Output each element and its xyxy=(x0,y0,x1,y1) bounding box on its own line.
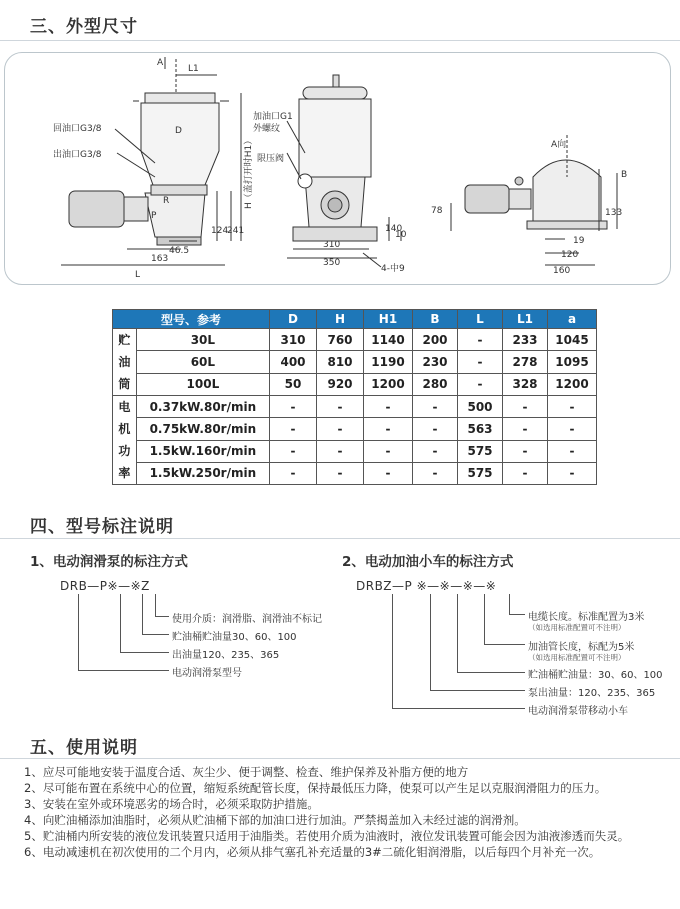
list-item: 4、向贮油桶添加油脂时，必须从贮油桶下部的加油口进行加油。严禁揭盖加入未经过滤的润滑剂。 xyxy=(24,813,526,827)
label-relief-valve: 限压阀 xyxy=(257,154,285,164)
row-name: 1.5kW.250r/min xyxy=(136,462,269,484)
label-return-port: 回油口G3/8 xyxy=(53,124,102,134)
header-H1: H1 xyxy=(364,310,413,329)
cart-note-model: 电动润滑泵带移动小车 xyxy=(528,706,628,717)
svg-text:B: B xyxy=(621,170,628,180)
pump-note-model: 电动润滑泵型号 xyxy=(172,668,242,679)
svg-text:163: 163 xyxy=(151,254,169,264)
cart-notation-title: 2、电动加油小车的标注方式 xyxy=(342,554,514,570)
header-L: L xyxy=(458,310,503,329)
row-name: 0.75kW.80r/min xyxy=(136,418,269,440)
table-header-row xyxy=(113,310,597,329)
label-A: A xyxy=(157,58,164,68)
header-B: B xyxy=(413,310,458,329)
row-name: 0.37kW.80r/min xyxy=(136,396,269,418)
svg-text:241: 241 xyxy=(227,226,245,236)
svg-text:46.5: 46.5 xyxy=(169,246,190,256)
section-title-usage: 五、使用说明 xyxy=(30,738,138,758)
section-divider xyxy=(0,758,680,759)
dimension-drawing-frame xyxy=(4,52,671,285)
svg-text:140: 140 xyxy=(385,224,403,234)
svg-text:L: L xyxy=(135,270,141,280)
cart-note-cable: 电缆长度。标准配置为3米 xyxy=(528,612,645,623)
table-row: 100L 50 920 1200 280 - 328 1200 xyxy=(113,373,597,395)
group-label-motor: 电 机 功 率 xyxy=(113,396,137,485)
header-model: 型号、参考 xyxy=(113,310,270,329)
usage-list xyxy=(24,764,674,860)
group-label-barrel: 贮 油 筒 xyxy=(113,329,137,396)
cart-code: DRBZ—P ※—※—※—※ xyxy=(356,579,497,593)
lid-shape xyxy=(145,93,215,103)
motor-shape xyxy=(69,191,124,227)
pump-note-output: 出油量120、235、365 xyxy=(172,650,280,661)
pump-note-medium: 使用介质：润滑脂、润滑油不标记 xyxy=(172,614,322,625)
svg-text:P: P xyxy=(151,211,157,221)
svg-text:L1: L1 xyxy=(188,64,199,74)
svg-text:310: 310 xyxy=(323,240,341,250)
table-row: 贮 油 筒 30L 310 760 1140 200 - 233 1045 xyxy=(113,329,597,351)
list-item: 2、尽可能布置在系统中心的位置，缩短系统配管长度，保持最低压力降，使泵可以产生足以克服润滑阻力的压力。 xyxy=(24,781,607,795)
label-fill-port: 加油口G1 xyxy=(253,112,293,122)
barrel-shape xyxy=(141,103,219,185)
label-outlet-port: 出油口G3/8 xyxy=(53,150,102,160)
table-row: 电 机 功 率 0.37kW.80r/min - - - - 500 - - xyxy=(113,396,597,418)
header-H: H xyxy=(317,310,364,329)
svg-text:78: 78 xyxy=(431,206,443,216)
svg-text:10: 10 xyxy=(395,230,407,240)
list-item: 1、应尽可能地安装于温度合适、灰尘少、便于调整、检查、维护保养及补脂方便的地方 xyxy=(24,765,469,779)
section-divider xyxy=(0,40,680,41)
table-row: 60L 400 810 1190 230 - 278 1095 xyxy=(113,351,597,373)
svg-text:124: 124 xyxy=(211,226,229,236)
svg-text:160: 160 xyxy=(553,266,571,276)
cart-note-output: 泵出油量：120、235、365 xyxy=(528,688,656,699)
svg-text:R: R xyxy=(163,196,170,206)
pump-notation-title: 1、电动润滑泵的标注方式 xyxy=(30,554,188,570)
svg-text:D: D xyxy=(175,126,182,136)
section-title-model-notation: 四、型号标注说明 xyxy=(30,517,174,537)
pump-note-capacity: 贮油桶贮油量30、60、100 xyxy=(172,632,297,643)
list-item: 3、安装在室外或环境恶劣的场合时，必须采取防护措施。 xyxy=(24,797,319,811)
row-name: 30L xyxy=(136,329,269,351)
pump-code: DRB—P※—※Z xyxy=(60,579,150,593)
cart-note-hose: 加油管长度，标配为5米 xyxy=(528,642,635,653)
row-name: 1.5kW.160r/min xyxy=(136,440,269,462)
header-D: D xyxy=(270,310,317,329)
header-L1: L1 xyxy=(503,310,548,329)
row-name: 100L xyxy=(136,373,269,395)
svg-text:19: 19 xyxy=(573,236,585,246)
spec-table xyxy=(112,309,597,485)
svg-text:133: 133 xyxy=(605,208,623,218)
list-item: 6、电动减速机在初次使用的二个月内，必须从排气塞孔补充适量的3#二硫化钼润滑脂，以后每四个月补充一次。 xyxy=(24,845,601,859)
section-title-dimensions: 三、外型尺寸 xyxy=(30,17,138,37)
section-divider xyxy=(0,538,680,539)
svg-text:外螺纹: 外螺纹 xyxy=(253,124,281,134)
dimension-drawing xyxy=(5,53,672,286)
svg-text:120: 120 xyxy=(561,250,579,260)
cart-note-capacity: 贮油桶贮油量：30、60、100 xyxy=(528,670,663,681)
svg-text:350: 350 xyxy=(323,258,341,268)
table-row: 1.5kW.160r/min - - - - 575 - - xyxy=(113,440,597,462)
row-name: 60L xyxy=(136,351,269,373)
label-A-view: A向 xyxy=(551,140,567,150)
label-H: H（盖打开时H1） xyxy=(244,135,254,209)
header-a: a xyxy=(548,310,597,329)
list-item: 5、贮油桶内所安装的液位发讯装置只适用于油脂类。若使用介质为油液时，液位发讯装置可能会因为油液渗透而失灵。 xyxy=(24,829,630,843)
table-row: 1.5kW.250r/min - - - - 575 - - xyxy=(113,462,597,484)
svg-text:4-中9: 4-中9 xyxy=(381,264,405,274)
table-row: 0.75kW.80r/min - - - - 563 - - xyxy=(113,418,597,440)
